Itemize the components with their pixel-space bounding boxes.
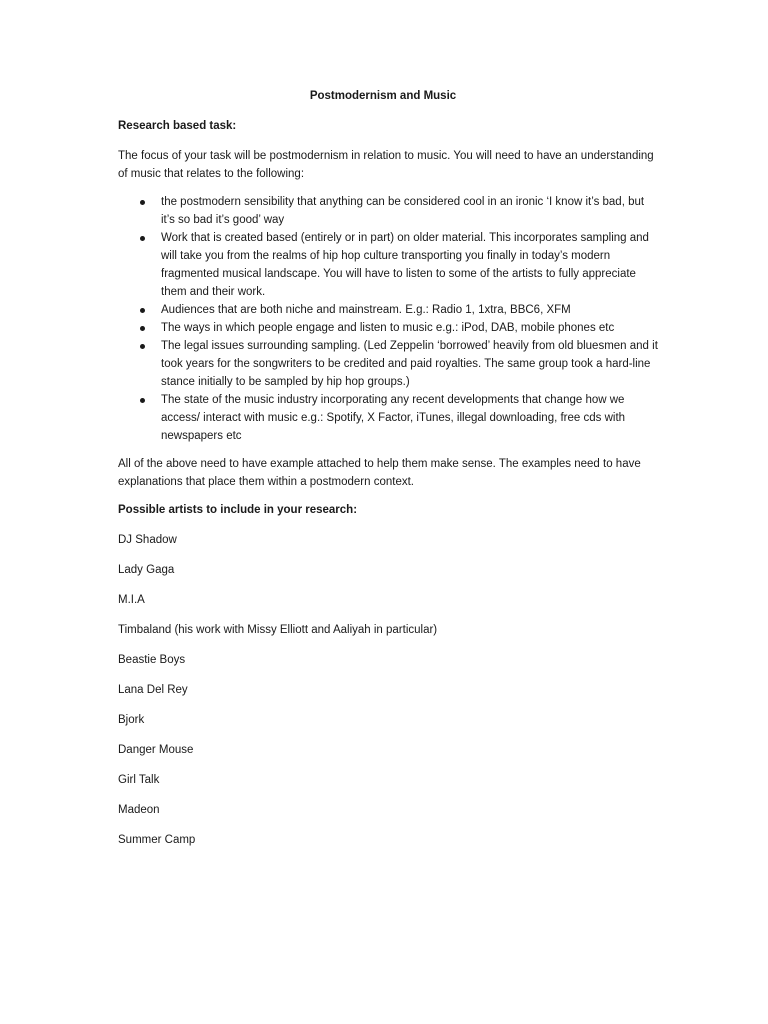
bullet-icon — [140, 398, 145, 403]
list-item-text: Work that is created based (entirely or in part) on older material. This incorporates sampling and will take you from the realms of hip hop culture transporting you finally in today’s modern fragmented musical landscape. You will have to listen to some of the artists to fully appreciate them and their work. — [161, 232, 649, 298]
artists-heading: Possible artists to include in your research: — [118, 504, 358, 516]
artist-item: Madeon — [118, 804, 160, 816]
artist-item: Beastie Boys — [118, 654, 186, 666]
document-title: Postmodernism and Music — [309, 90, 457, 102]
list-item-text: The legal issues surrounding sampling. (Led Zeppelin ‘borrowed’ heavily from old bluesmen and it took years for the songwriters to be credited and paid royalties. The same group took a hard-line stance initially to be sampled by hip hop groups.) — [161, 340, 658, 388]
list-item — [118, 337, 658, 391]
artist-item: M.I.A — [118, 594, 145, 606]
list-item-text: The ways in which people engage and listen to music e.g.: iPod, DAB, mobile phones etc — [161, 322, 615, 334]
intro-paragraph: The focus of your task will be postmodernism in relation to music. You will need to have an understanding of music that relates to the following: — [118, 150, 654, 180]
bullet-icon — [140, 236, 145, 241]
document-body — [118, 87, 658, 861]
list-item — [118, 391, 658, 445]
list-item — [118, 229, 658, 301]
artist-item: DJ Shadow — [118, 534, 177, 546]
list-item-text: the postmodern sensibility that anything can be considered cool in an ironic ‘I know it’s bad, but it’s so bad it’s good’ way — [161, 196, 645, 226]
list-item — [118, 193, 658, 229]
artist-item: Lana Del Rey — [118, 684, 188, 696]
artist-item: Girl Talk — [118, 774, 160, 786]
artist-item: Summer Camp — [118, 834, 196, 846]
list-item-text: Audiences that are both niche and mainstream. E.g.: Radio 1, 1xtra, BBC6, XFM — [161, 304, 571, 316]
artist-item: Lady Gaga — [118, 564, 175, 576]
bullet-icon — [140, 308, 145, 313]
list-item — [118, 319, 658, 337]
conclusion-paragraph: All of the above need to have example attached to help them make sense. The examples need to have explanations that place them within a postmodern context. — [118, 458, 641, 488]
topic-list — [118, 193, 658, 445]
task-heading: Research based task: — [118, 120, 237, 132]
bullet-icon — [140, 344, 145, 349]
bullet-icon — [140, 326, 145, 331]
artist-item: Bjork — [118, 714, 145, 726]
artist-item: Timbaland (his work with Missy Elliott and Aaliyah in particular) — [118, 624, 438, 636]
artist-item: Danger Mouse — [118, 744, 194, 756]
bullet-icon — [140, 200, 145, 205]
list-item — [118, 301, 658, 319]
list-item-text: The state of the music industry incorporating any recent developments that change how we access/ interact with music e.g.: Spotify, X Factor, iTunes, illegal downloading, free cds with newspapers etc — [161, 394, 626, 442]
